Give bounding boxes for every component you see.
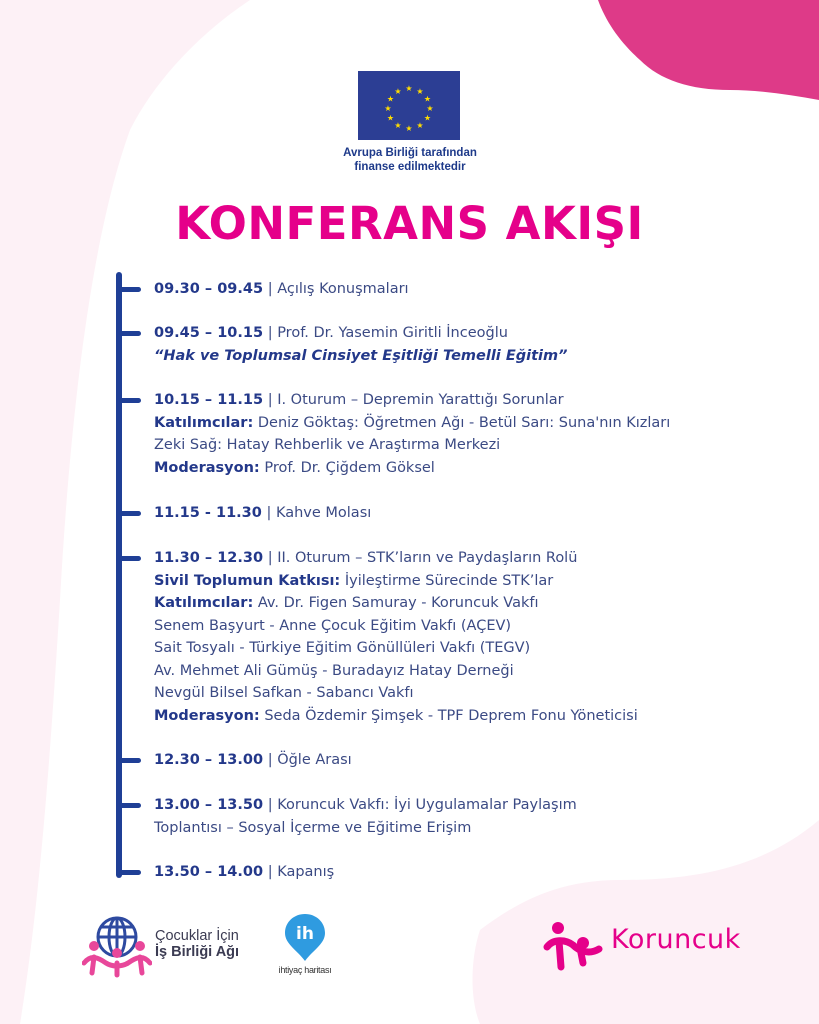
schedule-time: 09.30 – 09.45 (154, 281, 264, 297)
schedule-title: Açılış Konuşmaları (277, 281, 409, 297)
eu-caption-line-1: Avrupa Birliği tarafından (343, 147, 477, 159)
svg-text:★: ★ (394, 87, 402, 96)
participant-line: Senem Başyurt - Anne Çocuk Eğitim Vakfı (AÇEV) (154, 617, 512, 634)
timeline-line (116, 272, 122, 878)
moderation-label: Moderasyon: (154, 459, 260, 476)
svg-text:★: ★ (386, 113, 395, 123)
schedule-time: 12.30 – 13.00 (154, 752, 264, 768)
schedule-title: II. Oturum – STK’ların ve Paydaşların Rolü (277, 550, 578, 566)
timeline-tick (119, 556, 141, 561)
ih-mark: ih (296, 924, 314, 944)
cocuklar-line-2: İş Birliği Ağı (155, 944, 240, 960)
koruncuk-figures-logo-icon (543, 921, 603, 971)
schedule-item (154, 502, 371, 525)
timeline-tick (119, 870, 141, 875)
page-title: KONFERANS AKIŞI (175, 197, 644, 250)
globe-people-logo-icon (82, 913, 152, 978)
timeline-tick (119, 511, 141, 516)
civil-society-topic: İyileştirme Sürecinde STK’lar (344, 572, 554, 589)
separator: | (267, 281, 273, 297)
svg-text:★: ★ (423, 113, 432, 123)
ihtiyac-haritasi-caption: ihtiyaç haritası (278, 965, 332, 975)
schedule-item (154, 322, 567, 367)
svg-text:★: ★ (394, 121, 402, 130)
participants-label: Katılımcılar: (154, 595, 254, 611)
separator: | (267, 797, 273, 813)
svg-text:★: ★ (426, 104, 434, 113)
schedule-item (154, 749, 352, 772)
eu-flag-icon (358, 71, 460, 140)
svg-text:★: ★ (423, 94, 432, 104)
schedule-item (154, 861, 334, 884)
moderator: Prof. Dr. Çiğdem Göksel (264, 459, 435, 476)
eu-funding-caption (300, 146, 520, 174)
schedule-item (154, 547, 638, 727)
participant-line: Zeki Sağ: Hatay Rehberlik ve Araştırma Merkezi (154, 437, 501, 453)
map-pin-logo-icon (283, 912, 327, 962)
separator: | (266, 505, 272, 521)
schedule-item (154, 389, 670, 479)
cocuklar-line-1: Çocuklar İçin (155, 928, 239, 944)
koruncuk-wordmark: Koruncuk (611, 924, 741, 955)
participant-line: Nevgül Bilsel Safkan - Sabancı Vakfı (154, 685, 414, 701)
separator: | (267, 392, 273, 408)
schedule-time: 13.00 – 13.50 (154, 797, 264, 813)
svg-text:★: ★ (405, 84, 413, 93)
separator: | (267, 864, 273, 880)
top-right-pink-blob (598, 0, 819, 100)
participants-label: Katılımcılar: (154, 414, 254, 431)
schedule-title: I. Oturum – Depremin Yarattığı Sorunlar (277, 392, 564, 408)
timeline-tick (119, 287, 141, 292)
svg-text:★: ★ (405, 124, 413, 133)
svg-text:★: ★ (384, 104, 392, 113)
participants: Av. Dr. Figen Samuray - Koruncuk Vakfı (253, 595, 539, 611)
timeline-tick (119, 803, 141, 808)
schedule-time: 11.30 – 12.30 (154, 550, 264, 566)
bottom-right-soft-pink-blob (473, 820, 819, 1024)
separator: | (267, 752, 273, 768)
schedule-time: 13.50 – 14.00 (154, 864, 264, 880)
participant-line: Sait Tosyalı - Türkiye Eğitim Gönüllüleri Vakfı (TEGV) (154, 640, 531, 656)
schedule-title-continued: Toplantısı – Sosyal İçerme ve Eğitime Erişim (154, 819, 472, 836)
moderation-label: Moderasyon: (154, 707, 260, 724)
timeline-tick (119, 331, 141, 336)
svg-text:★: ★ (416, 87, 424, 96)
schedule-time: 09.45 – 10.15 (154, 325, 264, 341)
schedule-item (154, 794, 577, 839)
keynote-quote: “Hak ve Toplumsal Cinsiyet Eşitliği Temelli Eğitim” (154, 347, 568, 364)
schedule-time: 11.15 - 11.30 (154, 505, 262, 521)
svg-text:★: ★ (386, 94, 395, 104)
eu-caption-line-2: finanse edilmektedir (354, 161, 466, 173)
participants: Deniz Göktaş: Öğretmen Ağı - Betül Sarı: Suna'nın Kızları (253, 414, 671, 431)
schedule-time: 10.15 – 11.15 (154, 392, 264, 408)
schedule-title: Koruncuk Vakfı: İyi Uygulamalar Paylaşım (277, 797, 577, 813)
participant-line: Av. Mehmet Ali Gümüş - Buradayız Hatay Derneği (154, 662, 514, 679)
schedule-title: Öğle Arası (277, 752, 352, 768)
svg-text:★: ★ (416, 121, 424, 130)
schedule-title: Kahve Molası (275, 505, 372, 521)
schedule-item (154, 278, 409, 301)
timeline-tick (119, 758, 141, 763)
civil-society-label: Sivil Toplumun Katkısı: (154, 572, 341, 589)
separator: | (267, 325, 273, 341)
timeline-tick (119, 398, 141, 403)
schedule-title: Kapanış (277, 864, 335, 880)
cocuklar-icin-logo-text (155, 928, 239, 960)
moderator: Seda Özdemir Şimşek - TPF Deprem Fonu Yöneticisi (264, 707, 638, 724)
schedule-title: Prof. Dr. Yasemin Giritli İnceoğlu (277, 325, 508, 341)
separator: | (267, 550, 273, 566)
